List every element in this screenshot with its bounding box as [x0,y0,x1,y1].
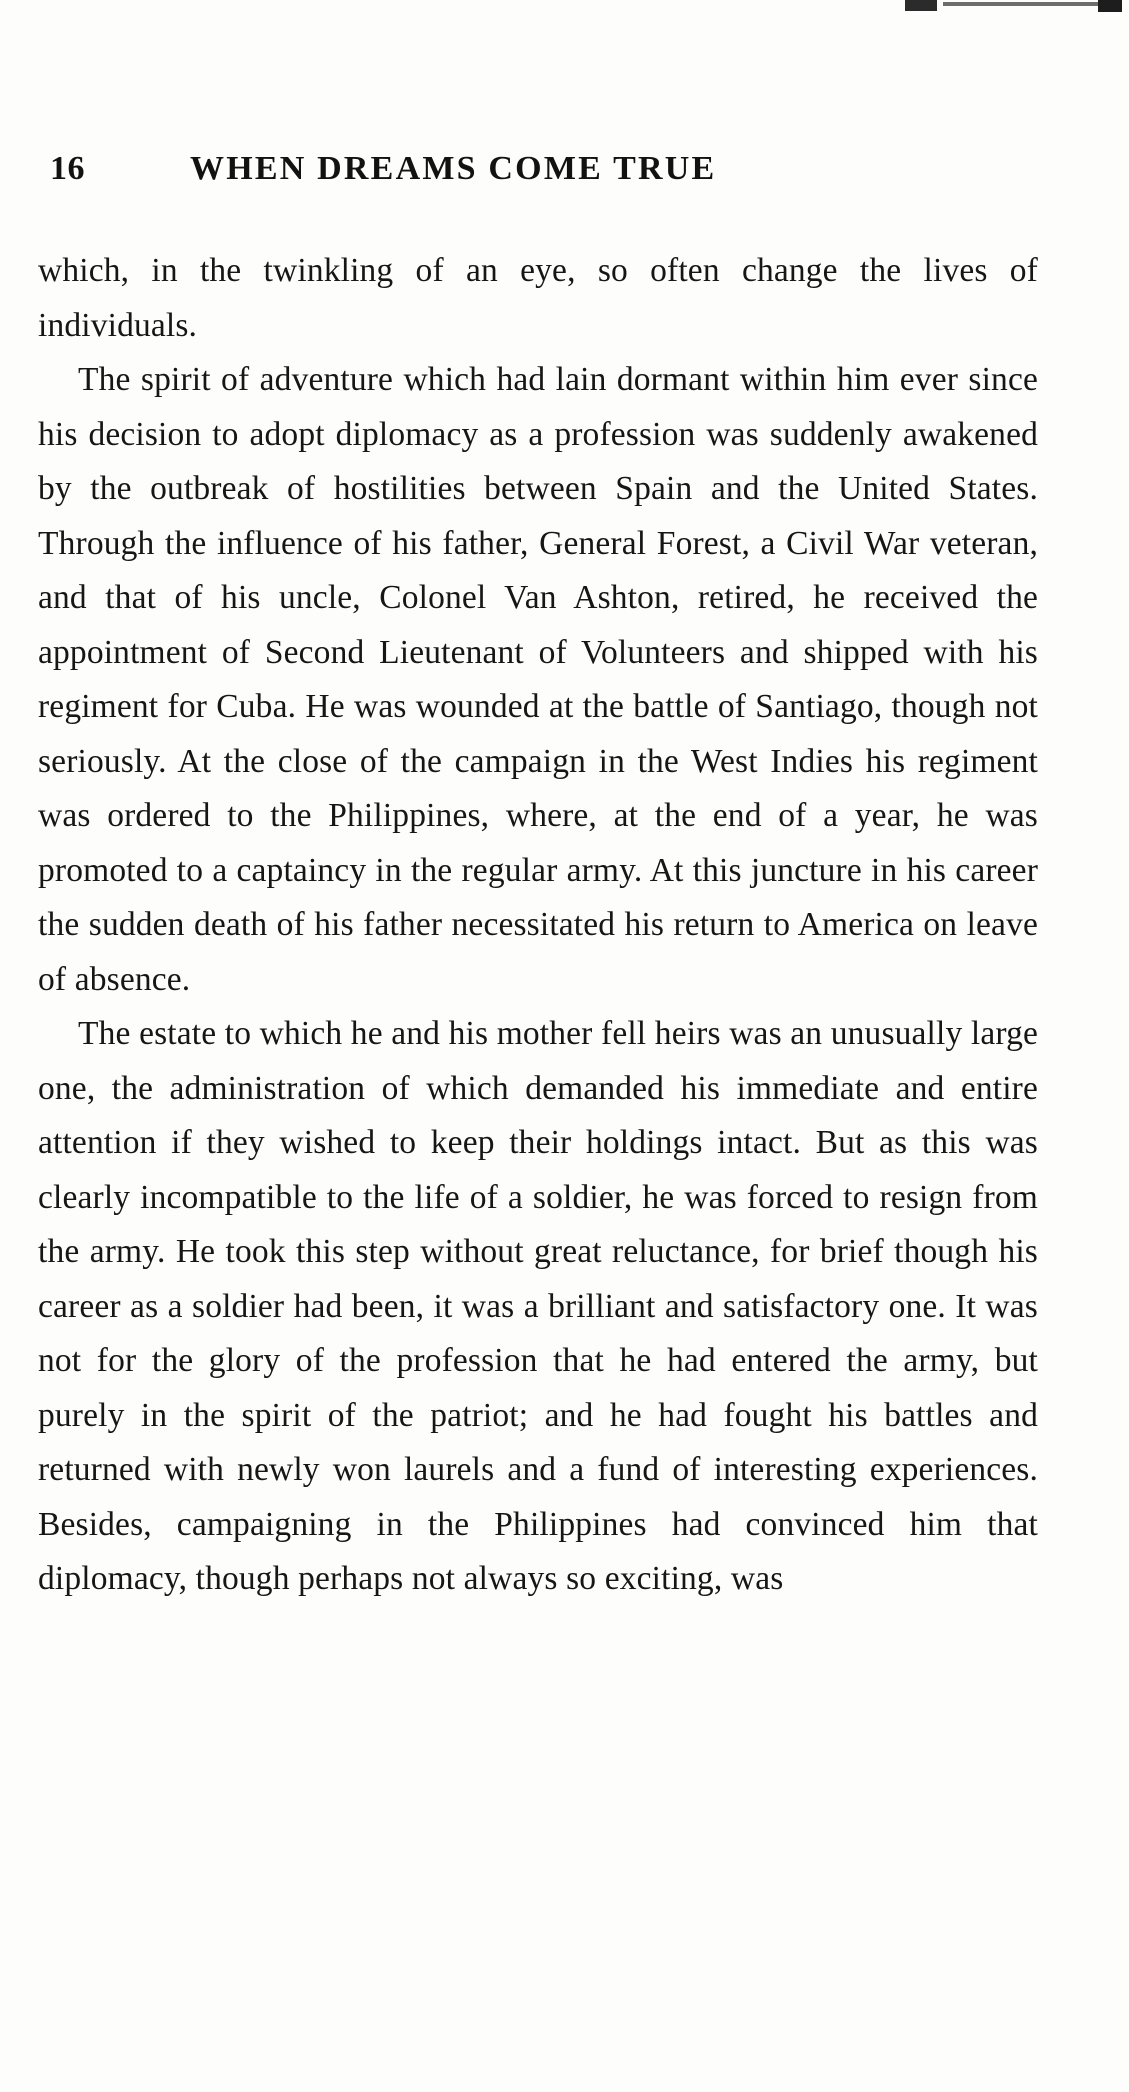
paragraph: The spirit of adventure which had lain dormant within him ever since his decision to adopt diplomacy as a profession was suddenly awakened by the outbreak of hostilities between Spain and the United States. Through the influence of his father, General Forest, a Civil War veteran, and that of his uncle, Colonel Van Ashton, retired, he received the appointment of Second Lieutenant of Volunteers and shipped with his regiment for Cuba. He was wounded at the battle of Santiago, though not seriously. At the close of the campaign in the West Indies his regiment was ordered to the Philippines, where, at the end of a year, he was promoted to a captaincy in the regular army. At this juncture in his career the sudden death of his father necessitated his return to America on leave of absence. [38,361,1038,998]
page-header [50,150,1090,188]
running-head: WHEN DREAMS COME TRUE [190,150,717,187]
page-content [38,150,1090,1607]
paragraph: which, in the twinkling of an eye, so often change the lives of individuals. [38,252,1038,344]
body-text [38,244,1038,1607]
scan-artifact [905,0,1129,16]
paragraph: The estate to which he and his mother fell heirs was an unusually large one, the administration of which demanded his immediate and entire attention if they wished to keep their holdings intact. But as this was clearly incompatible to the life of a soldier, he was forced to resign from the army. He took this step without great reluctance, for brief though his career as a soldier had been, it was a brilliant and satisfactory one. It was not for the glory of the profession that he had entered the army, but purely in the spirit of the patriot; and he had fought his battles and returned with newly won laurels and a fund of interesting experiences. Besides, campaigning in the Philippines had convinced him that diplomacy, though perhaps not always so exciting, was [38,1015,1038,1597]
scan-blot-line [943,2,1098,6]
page-number: 16 [50,150,85,187]
scan-blot-right [1098,0,1122,12]
scan-blot-left [905,0,937,11]
